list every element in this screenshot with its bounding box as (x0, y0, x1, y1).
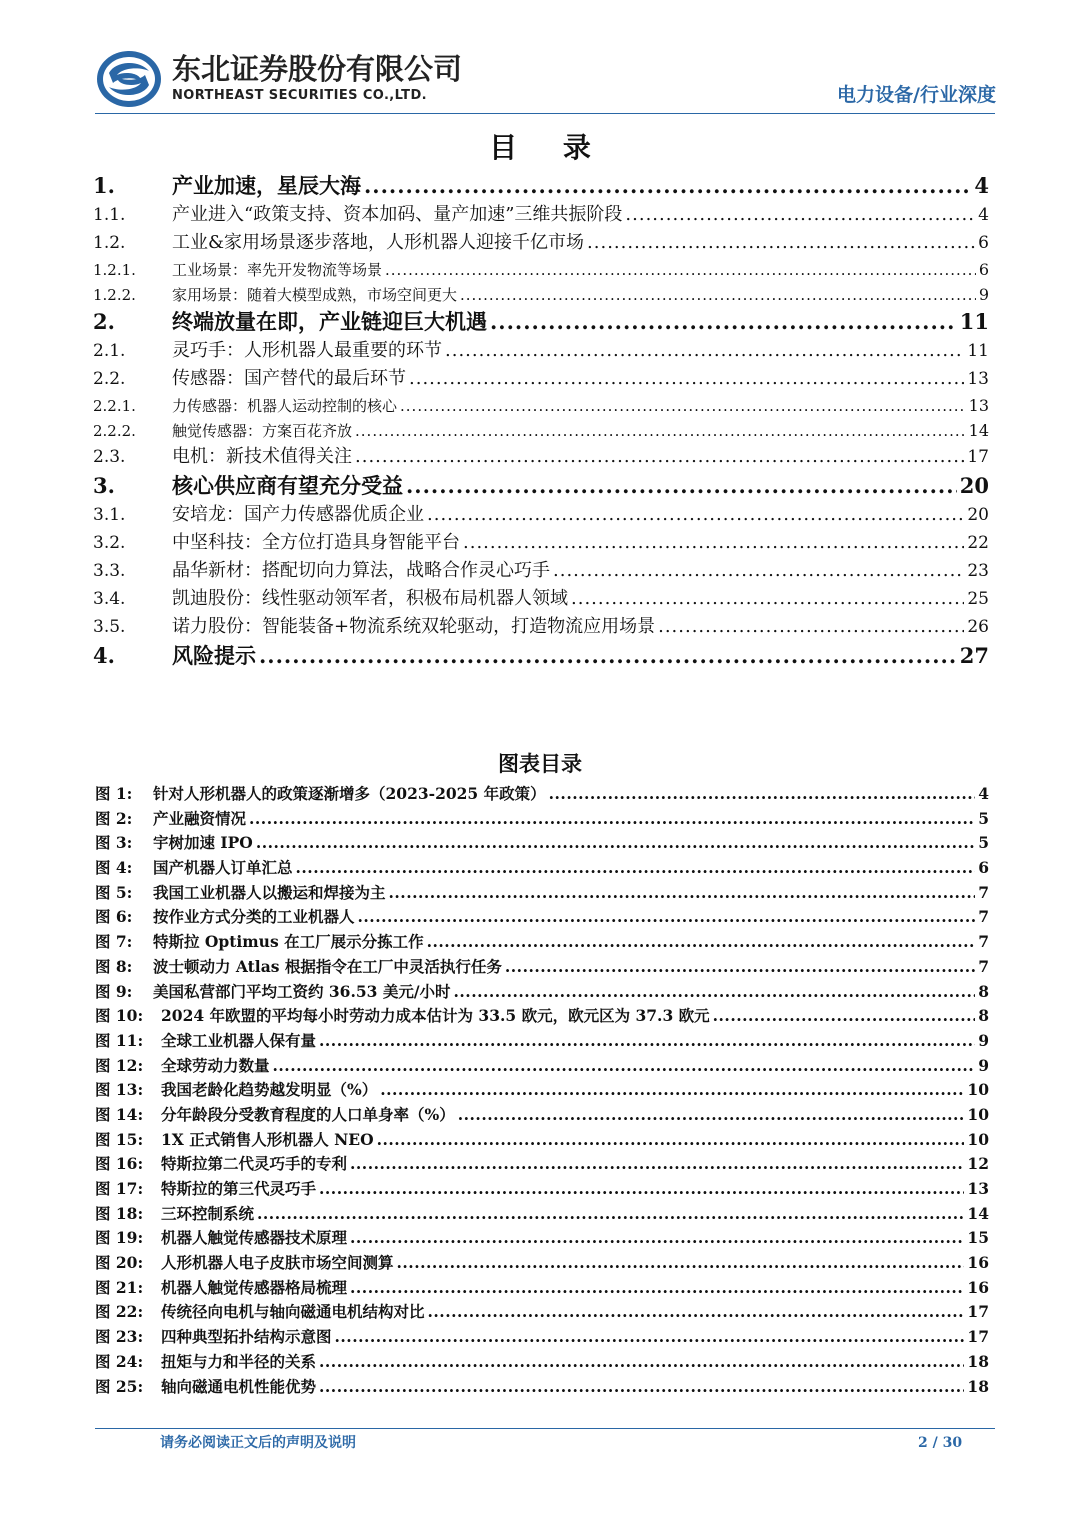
figure-entry[interactable] (95, 881, 989, 906)
figure-entry-page: 7 (978, 907, 989, 927)
toc-entry-number: 2.2. (93, 369, 126, 389)
figure-entry[interactable] (95, 1004, 989, 1029)
figure-dot-leader (296, 856, 976, 881)
figure-entry-page: 17 (967, 1327, 989, 1347)
toc-entry-number: 1.2.1. (93, 261, 136, 279)
toc-entry-title: 终端放量在即，产业链迎巨大机遇 (172, 309, 487, 334)
toc-entry-page: 17 (967, 447, 989, 467)
figure-dot-leader (350, 1152, 964, 1177)
toc-dot-leader (385, 258, 976, 283)
figure-dot-leader (427, 930, 976, 955)
figure-dot-leader (319, 1029, 975, 1054)
figure-entry-label: 图 10: (95, 1006, 144, 1026)
page-number: 2 / 30 (918, 1435, 963, 1451)
figure-entry-label: 图 13: (95, 1080, 144, 1100)
toc-entry[interactable] (93, 613, 989, 641)
figure-dot-leader (713, 1004, 976, 1029)
toc-entry-title: 核心供应商有望充分受益 (172, 473, 403, 498)
figure-entry-page: 10 (967, 1104, 989, 1124)
figure-entry-title: 美国私营部门平均工资约 36.53 美元/小时 (153, 981, 451, 1001)
toc-entry-title: 家用场景：随着大模型成熟，市场空间更大 (172, 286, 458, 304)
toc-dot-leader (409, 365, 964, 393)
toc-dot-leader (463, 529, 964, 557)
figure-entry-page: 5 (978, 808, 989, 828)
toc-entry-page: 27 (959, 643, 989, 668)
toc-dot-leader (355, 443, 964, 471)
figure-entry-title: 全球工业机器人保有量 (161, 1030, 317, 1050)
figure-entry-label: 图 12: (95, 1055, 144, 1075)
figure-entry-page: 17 (967, 1302, 989, 1322)
figure-entry-title: 国产机器人订单汇总 (153, 858, 293, 878)
toc-entry[interactable] (93, 557, 989, 585)
company-name-en: NORTHEAST SECURITIES CO.,LTD. (172, 88, 427, 103)
toc-entry-title: 灵巧手：人形机器人最重要的环节 (172, 340, 442, 361)
figure-dot-leader (257, 1202, 964, 1227)
toc-dot-leader (445, 337, 964, 365)
figure-entry-label: 图 22: (95, 1302, 144, 1322)
toc-entry-title: 工业&家用场景逐步落地，人形机器人迎接千亿市场 (172, 232, 585, 253)
figure-entry-label: 图 18: (95, 1203, 144, 1223)
figure-entry-page: 4 (978, 784, 989, 803)
figure-entry-page: 16 (967, 1277, 989, 1297)
toc-entry-number: 3.3. (93, 561, 126, 581)
figure-dot-leader (397, 1251, 965, 1276)
northeast-securities-logo-icon (95, 49, 163, 109)
toc-entry-number: 1.2.2. (93, 286, 136, 304)
figure-entry-page: 10 (967, 1129, 989, 1149)
figure-entry-label: 图 24: (95, 1351, 144, 1371)
toc-entry-page: 26 (967, 617, 989, 637)
toc-entry-number: 3.5. (93, 617, 126, 637)
toc-entry-number: 4. (93, 643, 115, 668)
figure-dot-leader (454, 980, 976, 1005)
figure-entry[interactable] (95, 1375, 989, 1400)
figure-entry[interactable] (95, 1128, 989, 1153)
toc-entry-number: 2. (93, 309, 115, 334)
figure-entry-title: 机器人触觉传感器格局梳理 (161, 1277, 348, 1297)
figure-entry-title: 四种典型拓扑结构示意图 (161, 1327, 332, 1347)
figure-entry[interactable] (95, 980, 989, 1005)
figure-entry-page: 9 (978, 1030, 989, 1050)
toc-entry-number: 2.2.2. (93, 422, 136, 440)
figure-entry-page: 18 (967, 1351, 989, 1371)
toc-dot-leader (658, 613, 964, 641)
toc-entry-title: 风险提示 (172, 643, 256, 668)
figure-entry-title: 三环控制系统 (161, 1203, 255, 1223)
figure-entry-page: 8 (978, 981, 989, 1001)
figure-entry-page: 6 (978, 858, 989, 878)
footer-disclaimer: 请务必阅读正文后的声明及说明 (160, 1435, 356, 1451)
toc-entry-number: 1.1. (93, 205, 126, 225)
figure-entry-page: 14 (967, 1203, 989, 1223)
toc-entry-title: 电机：新技术值得关注 (172, 446, 352, 467)
figure-dot-leader (549, 782, 976, 807)
toc-entry-title: 力传感器：机器人运动控制的核心 (172, 397, 398, 415)
toc-entry[interactable] (93, 418, 989, 443)
figure-entry-page: 7 (978, 882, 989, 902)
toc-entry-number: 3.2. (93, 533, 126, 553)
toc-entry-page: 25 (967, 589, 989, 609)
toc-entry-number: 2.1. (93, 341, 126, 361)
figure-dot-leader (505, 955, 975, 980)
toc-entry-page: 22 (967, 533, 989, 553)
figure-dot-leader (458, 1103, 965, 1128)
figure-dot-leader (319, 1177, 964, 1202)
figure-entry-label: 图 21: (95, 1277, 144, 1297)
figure-entry-page: 18 (967, 1376, 989, 1396)
figure-entry[interactable] (95, 1177, 989, 1202)
toc-dot-leader (355, 419, 966, 444)
figure-entry-label: 图 9: (95, 981, 133, 1001)
figure-entry-page: 10 (967, 1080, 989, 1100)
figure-entry-label: 图 23: (95, 1327, 144, 1347)
figure-entry[interactable] (95, 1054, 989, 1079)
toc-title: 目 录 (489, 131, 609, 164)
figure-dot-leader (319, 1350, 964, 1375)
figure-entry-title: 2024 年欧盟的平均每小时劳动力成本估计为 33.5 欧元，欧元区为 37.3 欧元 (161, 1006, 710, 1026)
toc-dot-leader (400, 394, 966, 419)
toc-entry-title: 触觉传感器：方案百花齐放 (172, 422, 353, 440)
toc-entry-number: 1.2. (93, 233, 126, 253)
toc-entry-title: 传感器：国产替代的最后环节 (172, 368, 406, 389)
figure-entry-title: 1X 正式销售人形机器人 NEO (161, 1129, 374, 1149)
figure-dot-leader (389, 881, 976, 906)
figure-entry[interactable] (95, 1226, 989, 1251)
figure-entry-page: 9 (978, 1055, 989, 1075)
figure-entry[interactable] (95, 807, 989, 832)
toc-entry-title: 安培龙：国产力传感器优质企业 (172, 504, 424, 525)
figure-entry[interactable] (95, 1276, 989, 1301)
toc-dot-leader (460, 283, 976, 308)
footer-divider (95, 1428, 995, 1429)
toc-entry-page: 11 (967, 341, 989, 361)
figure-entry[interactable] (95, 1103, 989, 1128)
figure-entry-page: 5 (978, 833, 989, 853)
figure-entry-label: 图 19: (95, 1228, 144, 1248)
figure-entry-title: 我国工业机器人以搬运和焊接为主 (153, 882, 386, 902)
figure-entry-label: 图 7: (95, 932, 133, 952)
figure-entry-title: 人形机器人电子皮肤市场空间测算 (161, 1253, 394, 1273)
toc-entry-title: 凯迪股份：线性驱动领军者，积极布局机器人领域 (172, 588, 568, 609)
figure-entry-title: 轴向磁通电机性能优势 (161, 1376, 317, 1396)
toc-entry[interactable] (93, 282, 989, 307)
toc-entry-page: 4 (974, 173, 989, 198)
figures-list (95, 782, 989, 1399)
toc-entry[interactable] (93, 529, 989, 557)
toc-entry[interactable] (93, 337, 989, 365)
toc-entry-page: 23 (967, 561, 989, 581)
toc-entry[interactable] (93, 501, 989, 529)
toc-entry-page: 9 (978, 285, 989, 304)
figure-entry[interactable] (95, 1300, 989, 1325)
toc-entry-page: 13 (967, 369, 989, 389)
figure-entry-title: 扭矩与力和半径的关系 (161, 1351, 317, 1371)
figure-entry[interactable] (95, 1202, 989, 1227)
figure-entry[interactable] (95, 1078, 989, 1103)
toc-entry-title: 工业场景：率先开发物流等场景 (172, 261, 383, 279)
figure-entry-title: 按作业方式分类的工业机器人 (153, 907, 355, 927)
toc-entry-page: 14 (968, 421, 989, 440)
figure-dot-leader (350, 1226, 964, 1251)
toc-entry-title: 中坚科技：全方位打造具身智能平台 (172, 532, 460, 553)
figure-dot-leader (335, 1325, 965, 1350)
toc-entry-number: 3. (93, 473, 115, 498)
figure-entry-label: 图 1: (95, 784, 133, 803)
figure-dot-leader (273, 1054, 976, 1079)
toc-entry-page: 20 (967, 505, 989, 525)
figure-entry[interactable] (95, 1325, 989, 1350)
figure-dot-leader (249, 807, 975, 832)
toc-entry[interactable] (93, 201, 989, 229)
figure-entry[interactable] (95, 1251, 989, 1276)
toc-entry[interactable] (93, 365, 989, 393)
toc-entry[interactable] (93, 171, 989, 201)
toc-entry[interactable] (93, 229, 989, 257)
figure-entry[interactable] (95, 930, 989, 955)
header-divider (95, 113, 995, 114)
toc-entry[interactable] (93, 257, 989, 282)
figure-entry-label: 图 3: (95, 833, 133, 853)
figure-dot-leader (377, 1128, 965, 1153)
figure-entry-page: 15 (967, 1228, 989, 1248)
toc-entry-page: 6 (978, 233, 989, 253)
toc-dot-leader (364, 171, 971, 201)
figure-entry-title: 特斯拉 Optimus 在工厂展示分拣工作 (153, 932, 424, 952)
company-name-cn: 东北证券股份有限公司 (172, 52, 463, 86)
toc-entry-number: 3.1. (93, 505, 126, 525)
figure-entry-page: 16 (967, 1253, 989, 1273)
page-header (0, 0, 1080, 120)
figure-dot-leader (319, 1375, 964, 1400)
toc-dot-leader (587, 229, 975, 257)
toc-entry-title: 诺力股份：智能装备+物流系统双轮驱动，打造物流应用场景 (172, 616, 656, 637)
toc-entry-number: 3.4. (93, 589, 126, 609)
toc-entry[interactable] (93, 443, 989, 471)
figure-entry-label: 图 5: (95, 882, 133, 902)
figure-entry[interactable] (95, 1152, 989, 1177)
figure-entry[interactable] (95, 905, 989, 930)
figure-dot-leader (358, 905, 976, 930)
figure-entry-label: 图 17: (95, 1179, 144, 1198)
toc-dot-leader (553, 557, 964, 585)
figure-entry-title: 分年龄段分受教育程度的人口单身率（%） (161, 1104, 455, 1124)
figure-entry[interactable] (95, 856, 989, 881)
figure-entry-title: 传统径向电机与轴向磁通电机结构对比 (161, 1302, 425, 1322)
figure-entry-page: 7 (978, 956, 989, 976)
toc-entry-number: 2.2.1. (93, 397, 136, 415)
figure-dot-leader (350, 1276, 964, 1301)
figure-entry-title: 产业融资情况 (153, 808, 247, 828)
toc-entry[interactable] (93, 641, 989, 671)
figure-entry[interactable] (95, 831, 989, 856)
table-of-contents (93, 171, 989, 671)
toc-dot-leader (259, 641, 957, 671)
figure-entry-page: 7 (978, 932, 989, 952)
toc-dot-leader (406, 471, 957, 501)
figure-entry-label: 图 20: (95, 1253, 144, 1273)
figure-entry-title: 我国老龄化趋势越发明显（%） (161, 1080, 378, 1100)
figure-entry-label: 图 8: (95, 956, 133, 976)
figure-entry-title: 波士顿动力 Atlas 根据指令在工厂中灵活执行任务 (153, 956, 502, 976)
toc-entry[interactable] (93, 585, 989, 613)
figure-entry-label: 图 11: (95, 1030, 144, 1050)
figure-entry-label: 图 6: (95, 907, 133, 927)
report-type: 电力设备/行业深度 (837, 84, 996, 106)
toc-entry-page: 11 (959, 309, 989, 334)
figure-entry-label: 图 25: (95, 1376, 144, 1396)
figure-entry-page: 12 (967, 1154, 989, 1174)
figure-entry[interactable] (95, 955, 989, 980)
figure-entry-title: 针对人形机器人的政策逐渐增多（2023-2025 年政策） (153, 784, 546, 803)
figure-dot-leader (256, 831, 975, 856)
toc-dot-leader (427, 501, 964, 529)
toc-entry-title: 晶华新材：搭配切向力算法，战略合作灵心巧手 (172, 560, 550, 581)
figure-entry-label: 图 14: (95, 1104, 144, 1124)
figure-entry[interactable] (95, 1350, 989, 1375)
figure-entry-title: 特斯拉的第三代灵巧手 (161, 1179, 317, 1198)
toc-entry[interactable] (93, 307, 989, 337)
toc-entry-page: 13 (968, 396, 989, 415)
toc-entry-page: 20 (959, 473, 989, 498)
figure-dot-leader (380, 1078, 964, 1103)
figure-entry-title: 机器人触觉传感器技术原理 (161, 1228, 348, 1248)
toc-entry[interactable] (93, 393, 989, 418)
figure-entry[interactable] (95, 1029, 989, 1054)
toc-entry-number: 2.3. (93, 447, 126, 467)
figure-entry[interactable] (95, 782, 989, 807)
toc-entry[interactable] (93, 471, 989, 501)
figure-entry-label: 图 2: (95, 808, 133, 828)
toc-dot-leader (571, 585, 964, 613)
figure-entry-title: 特斯拉第二代灵巧手的专利 (161, 1154, 348, 1174)
figure-entry-label: 图 15: (95, 1129, 144, 1149)
figure-entry-page: 8 (978, 1006, 989, 1026)
figure-dot-leader (428, 1300, 965, 1325)
toc-entry-page: 4 (978, 205, 989, 225)
toc-entry-title: 产业加速，星辰大海 (172, 173, 361, 198)
figure-entry-title: 宇树加速 IPO (153, 833, 253, 853)
figure-entry-page: 13 (967, 1179, 989, 1198)
figure-entry-title: 全球劳动力数量 (161, 1055, 270, 1075)
toc-entry-title: 产业进入“政策支持、资本加码、量产加速”三维共振阶段 (172, 204, 623, 225)
toc-dot-leader (625, 201, 975, 229)
figure-entry-label: 图 4: (95, 858, 133, 878)
figures-list-title: 图表目录 (498, 752, 582, 776)
toc-dot-leader (490, 307, 957, 337)
figure-entry-label: 图 16: (95, 1154, 144, 1174)
toc-entry-page: 6 (978, 260, 989, 279)
toc-entry-number: 1. (93, 173, 115, 198)
